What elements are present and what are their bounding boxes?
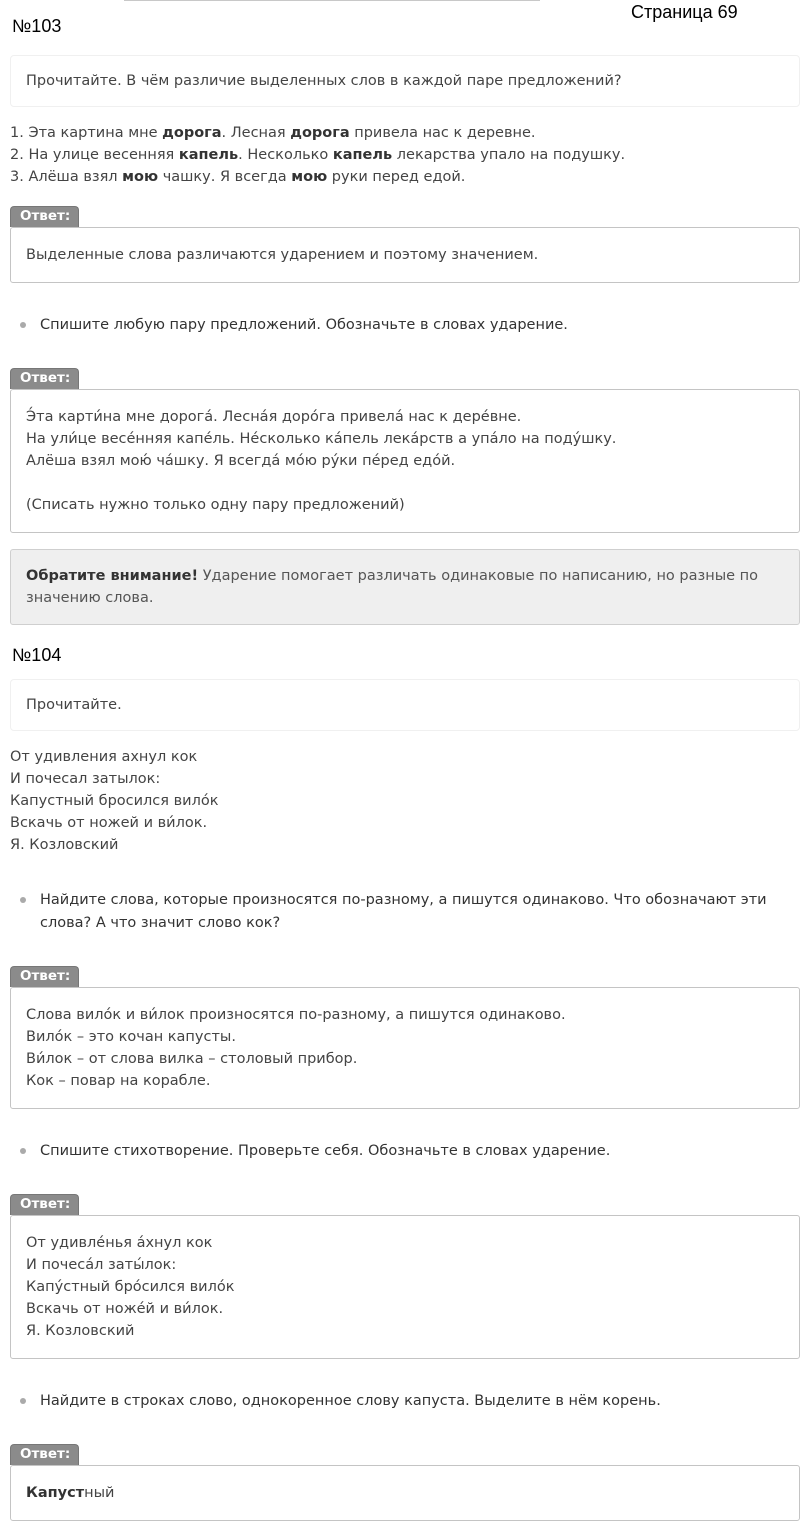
answer-box <box>10 389 800 533</box>
answer-text: Выделенные слова различаются ударением и поэтому значением. <box>26 247 539 263</box>
answer-line: От удивле́нья а́хнул кок <box>26 1235 213 1251</box>
answer-line: (Списать нужно только одну пару предложений) <box>26 497 405 513</box>
top-divider <box>124 0 540 1</box>
attention-note <box>10 549 800 625</box>
page-number: Страница 69 <box>631 2 738 22</box>
note-title: Обратите внимание! <box>26 568 199 584</box>
note-text: Ударение помогает различать одинаковые по написанию, но разные по значению слова. <box>26 568 759 606</box>
bullet-text: Спишите стихотворение. Проверьте себя. Обозначьте в словах ударение. <box>40 1143 611 1159</box>
bullet-item <box>20 1390 790 1413</box>
exercise-104-task <box>10 679 800 731</box>
sentence-2: 2. На улице весенняя капель. Несколько капель лекарства упало на подушку. <box>10 147 626 163</box>
answer-line: Вскачь от ноже́й и ви́лок. <box>26 1301 224 1317</box>
answer-box <box>10 1465 800 1521</box>
exercise-104-number: №104 <box>12 645 62 665</box>
bullet-icon <box>20 322 26 328</box>
poem-line: Капустный бросился вило́к <box>10 793 219 809</box>
answer-box <box>10 1215 800 1359</box>
exercise-103-sentences <box>10 122 800 188</box>
answer-label: Ответ: <box>10 966 79 987</box>
answer-label: Ответ: <box>10 206 79 227</box>
poem-line: От удивления ахнул кок <box>10 749 198 765</box>
answer-line: Э́та карти́на мне дорога́. Лесна́я доро́га привела́ нас к дере́вне. <box>26 409 522 425</box>
answer-line: Вило́к – это кочан капусты. <box>26 1029 236 1045</box>
answer-line: И почеса́л заты́лок: <box>26 1257 177 1273</box>
exercise-103-task <box>10 55 800 107</box>
task-text: Прочитайте. В чём различие выделенных слов в каждой паре предложений? <box>26 73 622 89</box>
answer-line: Я. Козловский <box>26 1323 135 1339</box>
word-ending: ный <box>84 1485 115 1501</box>
bullet-text: Спишите любую пару предложений. Обозначьте в словах ударение. <box>40 317 568 333</box>
answer-label: Ответ: <box>10 1194 79 1215</box>
answer-line: Слова вило́к и ви́лок произносятся по-разному, а пишутся одинаково. <box>26 1007 566 1023</box>
word-root: Капуст <box>26 1485 85 1501</box>
bullet-text: Найдите слова, которые произносятся по-разному, а пишутся одинаково. Что обозначают эти слова? А что значит слово кок? <box>40 892 767 931</box>
sentence-1: 1. Эта картина мне дорога. Лесная дорога привела нас к деревне. <box>10 125 536 141</box>
answer-label: Ответ: <box>10 1444 79 1465</box>
bullet-icon <box>20 1398 26 1404</box>
bullet-icon <box>20 897 26 903</box>
sentence-3: 3. Алёша взял мою чашку. Я всегда мою руки перед едой. <box>10 169 466 185</box>
answer-line: Кок – повар на корабле. <box>26 1073 211 1089</box>
answer-label: Ответ: <box>10 368 79 389</box>
answer-box <box>10 987 800 1109</box>
answer-line: На ули́це весе́нняя капе́ль. Не́сколько ка́пель лека́рств а упа́ло на поду́шку. <box>26 431 617 447</box>
answer-line: Ви́лок – от слова вилка – столовый прибор. <box>26 1051 358 1067</box>
answer-box <box>10 227 800 283</box>
poem-line: Вскачь от ножей и ви́лок. <box>10 815 208 831</box>
bullet-item <box>20 314 790 337</box>
answer-text <box>26 1482 114 1504</box>
bullet-item <box>20 889 790 935</box>
bullet-text: Найдите в строках слово, однокоренное слову капуста. Выделите в нём корень. <box>40 1393 661 1409</box>
poem-line: И почесал затылок: <box>10 771 161 787</box>
answer-line: Алёша взял мою́ ча́шку. Я всегда́ мо́ю ру́ки пе́ред едо́й. <box>26 453 456 469</box>
exercise-103-number: №103 <box>12 16 62 36</box>
answer-line: Капу́стный бро́сился вило́к <box>26 1279 235 1295</box>
poem <box>10 746 800 856</box>
task-text: Прочитайте. <box>26 697 122 713</box>
poem-author: Я. Козловский <box>10 837 119 853</box>
bullet-item <box>20 1140 790 1163</box>
bullet-icon <box>20 1148 26 1154</box>
